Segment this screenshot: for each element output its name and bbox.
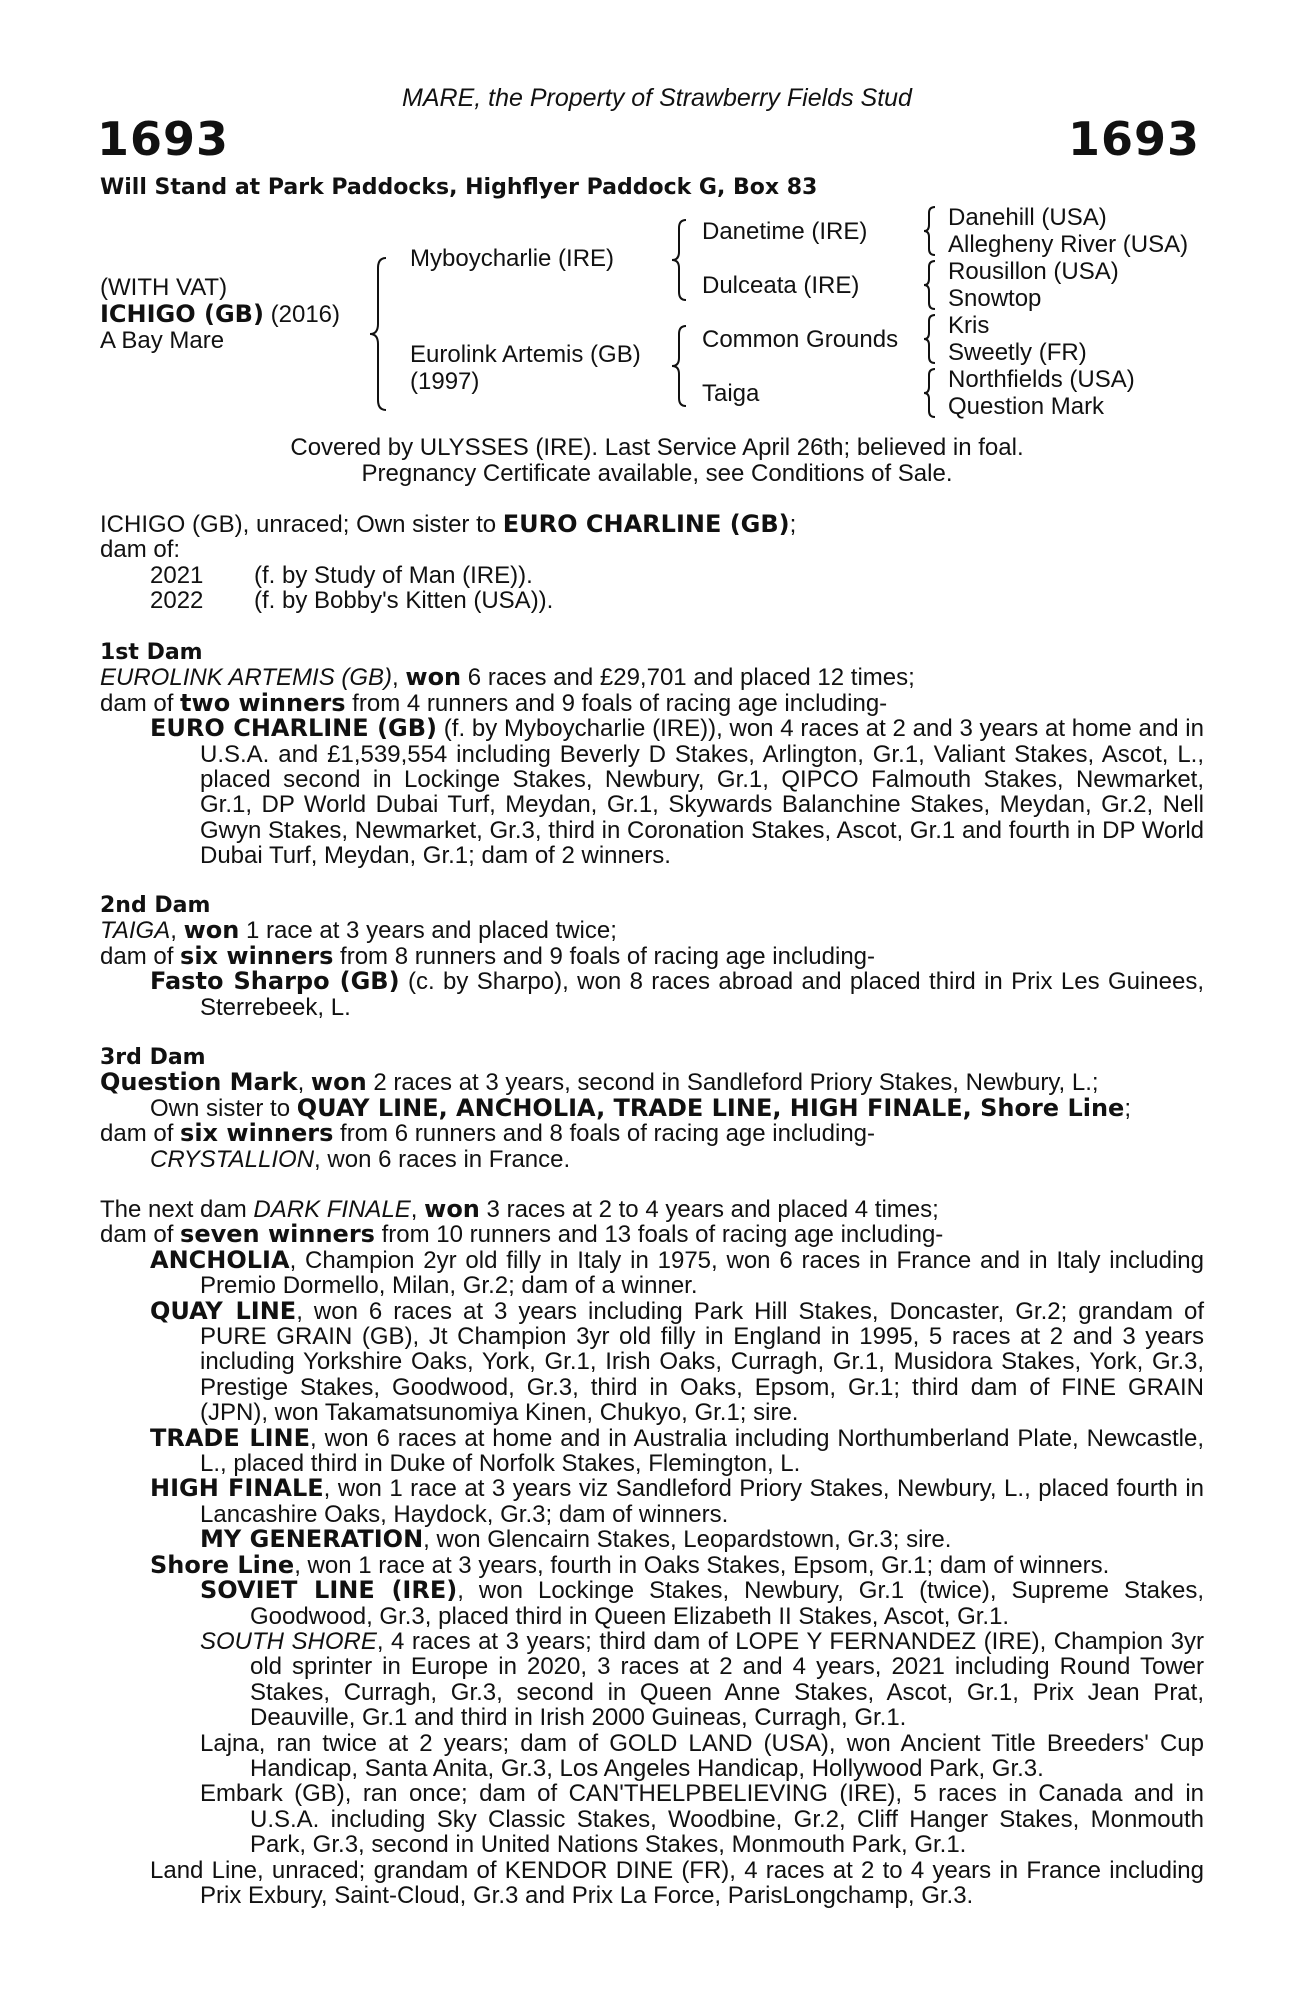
progeny-entry-land-line: Land Line, unraced; grandam of KENDOR DINE (FR), 4 races at 2 to 4 years in France including Prix Exbury, Saint-Cloud, Gr.3 and Prix La Force, ParisLongchamp, Gr.3. (150, 1856, 1204, 1909)
foal-year: 2021 (150, 561, 204, 589)
third-dam-heading: 3rd Dam (100, 1045, 206, 1070)
second-dam-record: 1 race at 3 years and placed twice; (239, 917, 617, 945)
progeny-name: EURO CHARLINE (GB) (150, 714, 438, 743)
pedigree-brace-dam (670, 324, 690, 408)
progeny-name: MY GENERATION (200, 1525, 424, 1554)
intro-section (100, 512, 1204, 614)
progeny-text: , Champion 2yr old filly in Italy in 1975, won 6 races in France and in Italy including Premio Dormello, Milan, Gr.2; dam of a winner. (200, 1246, 1204, 1300)
winners-count: six winners (180, 1119, 334, 1148)
grandsire-7: Northfields (USA) (948, 366, 1135, 393)
pedigree-brace-g4 (922, 367, 938, 419)
progeny-entry (150, 969, 1204, 1020)
lot-number-left: 1693 (97, 112, 230, 166)
first-dam-heading: 1st Dam (100, 640, 203, 665)
horse-name: ICHIGO (GB) (100, 300, 264, 328)
lot-number-right: 1693 (1067, 112, 1200, 166)
won-label: won (310, 1068, 367, 1097)
dam-year: (1997) (410, 368, 480, 395)
progeny-text: , won 6 races at home and in Australia including Northumberland Plate, Newcastle, L., placed third in Duke of Norfolk Stakes, Flemington, L. (200, 1424, 1204, 1478)
covered-line-1: Covered by ULYSSES (IRE). Last Service April 26th; believed in foal. (290, 434, 1024, 461)
intro-dam-of: dam of: (100, 536, 181, 564)
grandsire-2: Allegheny River (USA) (948, 231, 1189, 258)
pedigree-brace-g3 (922, 313, 938, 365)
progeny-entry-ancholia (150, 1245, 1204, 1300)
covered-line-2: Pregnancy Certificate available, see Conditions of Sale. (361, 460, 953, 487)
third-dam-name: Question Mark (100, 1068, 298, 1097)
progeny-entry-my-generation (200, 1527, 1204, 1552)
dam-of-label: dam of (100, 942, 181, 970)
progeny-text: , won Lockinge Stakes, Newbury, Gr.1 (twice), Supreme Stakes, Goodwood, Gr.3, placed third in Queen Elizabeth II Stakes, Ascot, Gr.1. (250, 1577, 1205, 1630)
progeny-text: , won 1 race at 3 years, fourth in Oaks Stakes, Epsom, Gr.1; dam of winners. (294, 1551, 1110, 1579)
winners-count: two winners (180, 688, 346, 717)
pedigree-brace-main (368, 256, 390, 412)
pedigree-brace-g1 (922, 205, 938, 257)
page-header-title: MARE, the Property of Strawberry Fields Stud (402, 84, 912, 112)
winners-rest: from 4 runners and 9 foals of racing age including- (345, 689, 888, 717)
progeny-name: SOUTH SHORE (200, 1627, 377, 1655)
second-dam-section: 2nd Dam TAIGA, won 1 race at 3 years and placed twice; dam of six winners from 8 runners and 9 foals of racing age including- Fasto Sharpo (GB) (c. by Sharpo), won 8 races abroad and placed third in Prix Les Guinees, Sterrebeek, L. (100, 893, 1205, 1021)
sire-name: Myboycharlie (IRE) (410, 245, 615, 272)
horse-name-line (100, 301, 340, 328)
winners-rest: from 6 runners and 8 foals of racing age including- (333, 1120, 876, 1148)
grandsire-1: Danehill (USA) (948, 204, 1107, 231)
siblings-list: QUAY LINE, ANCHOLIA, TRADE LINE, HIGH FINALE, Shore Line (296, 1093, 1125, 1122)
vat-label: (WITH VAT) (100, 274, 228, 301)
dam-of-label: dam of (100, 1221, 181, 1249)
progeny-entry-soviet-line (200, 1578, 1204, 1629)
grandsire-5: Kris (948, 312, 990, 339)
pedigree-brace-g2 (922, 259, 938, 311)
progeny-name: ANCHOLIA (150, 1245, 290, 1274)
stand-location: Will Stand at Park Paddocks, Highflyer Paddock G, Box 83 (100, 175, 818, 200)
foal-year: 2022 (150, 587, 204, 615)
siblings-tail: ; (1124, 1094, 1131, 1122)
progeny-entry-south-shore (200, 1629, 1204, 1731)
next-dam-section: The next dam DARK FINALE, won 3 races at 2 to 4 years and placed 4 times; dam of seven winners from 10 runners and 13 foals of racing age including- ANCHOLIA, Champion 2yr old filly in Italy in 1975, won 6 races in France and in Italy including Premio Dormello, Milan, Gr.2; dam of a winner. QUAY LINE, won 6 races at 3 years including Park Hill Stakes, Doncaster, Gr.2; grandam of PURE GRAIN (GB), Jt Champion 3yr old filly in England in 1995, 5 races at 2 and 3 years including Yorkshire Oaks, York, Gr.1, Irish Oaks, Curragh, Gr.1, Musidora Stakes, York, Gr.3, Prestige Stakes, Goodwood, Gr.3, third in Oaks, Epsom, Gr.1; third dam of FINE GRAIN (JPN), won Takamatsunomiya Kinen, Chukyo, Gr.1; sire. TRADE LINE, won 6 races at home and in Australia including Northumberland Plate, Newcastle, L., placed third in Duke of Norfolk Stakes, Flemington, L. HIGH FINALE, won 1 race at 3 years viz Sandleford Priory Stakes, Newbury, L., placed fourth in Lancashire Oaks, Haydock, Gr.3; dam of winners. MY GENERATION, won Glencairn Stakes, Leopardstown, Gr.3; sire. Shore Line, won 1 race at 3 years, fourth in Oaks Stakes, Epsom, Gr.1; dam of winners. SOVIET LINE (IRE), won Lockinge Stakes, Newbury, Gr.1 (twice), Supreme Stakes, Goodwood, Gr.3, placed third in Queen Elizabeth II Stakes, Ascot, Gr.1. SOUTH SHORE, 4 races at 3 years; third dam of LOPE Y FERNANDEZ (IRE), Champion 3yr old sprinter in Europe in 2020, 3 races at 2 and 4 years, 2021 including Round Tower Stakes, Curragh, Gr.3, second in Queen Anne Stakes, Ascot, Gr.1, Prix Jean Prat, Deauville, Gr.1 and third in Irish 2000 Guineas, Curragh, Gr.1. Lajna, ran twice at 2 years; dam of GOLD LAND (USA), won Ancient Title Breeders' Cup Handicap, Santa Anita, Gr.3, Los Angeles Handicap, Hollywood Park, Gr.3. Embark (GB), ran once; dam of CAN'THELPBELIEVING (IRE), 5 races in Canada and in U.S.A. including Sky Classic Stakes, Woodbine, Gr.2, Cliff Hanger Stakes, Monmouth Park, Gr.3, second in United Nations Stakes, Monmouth Park, Gr.1. Land Line, unraced; grandam of KENDOR DINE (FR), 4 races at 2 to 4 years in France including Prix Exbury, Saint-Cloud, Gr.3 and Prix La Force, ParisLongchamp, Gr.3. (100, 1195, 1205, 1909)
progeny-name: HIGH FINALE (150, 1474, 324, 1503)
grandsire-6: Sweetly (FR) (948, 339, 1087, 366)
first-dam-record: 6 races and £29,701 and placed 12 times; (461, 664, 915, 692)
progeny-name: QUAY LINE (150, 1296, 297, 1325)
progeny-entry-embark: Embark (GB), ran once; dam of CAN'THELPBELIEVING (IRE), 5 races in Canada and in U.S.A. including Sky Classic Stakes, Woodbine, Gr.2, Cliff Hanger Stakes, Monmouth Park, Gr.3, second in United Nations Stakes, Monmouth Park, Gr.1. (200, 1780, 1204, 1859)
progeny-text: , won 6 races at 3 years including Park Hill Stakes, Doncaster, Gr.2; grandam of PURE GRAIN (GB), Jt Champion 3yr old filly in England in 1995, 5 races at 2 and 3 years including Yorkshire Oaks, York, Gr.1, Irish Oaks, Curragh, Gr.1, Musidora Stakes, York, Gr.3, Prestige Stakes, Goodwood, Gr.3, third in Oaks, Epsom, Gr.1; third dam of FINE GRAIN (JPN), won Takamatsunomiya Kinen, Chukyo, Gr.1; sire. (200, 1297, 1204, 1427)
foal-row (100, 588, 1204, 613)
dam-of-label: dam of (100, 689, 181, 717)
sire-sire-name: Danetime (IRE) (702, 218, 868, 245)
intro-text: ICHIGO (GB), unraced; Own sister to (100, 511, 503, 538)
progeny-name: TRADE LINE (150, 1423, 311, 1452)
progeny-entry-high-finale (150, 1476, 1204, 1527)
winners-rest: from 10 runners and 13 foals of racing age including- (374, 1221, 944, 1249)
horse-year: (2016) (270, 301, 340, 328)
progeny-name: CRYSTALLION (150, 1145, 315, 1173)
progeny-text: , won Glencairn Stakes, Leopardstown, Gr.3; sire. (423, 1526, 952, 1554)
sire-dam-name: Dulceata (IRE) (702, 272, 860, 299)
progeny-entry-trade-line (150, 1423, 1204, 1478)
dam-sire-name: Common Grounds (702, 326, 899, 353)
foal-row (100, 563, 1204, 588)
winners-count: six winners (180, 941, 334, 970)
progeny-text: , 4 races at 3 years; third dam of LOPE Y FERNANDEZ (IRE), Champion 3yr old sprinter in Europe in 2020, 3 races at 2 and 4 years, 2021 including Round Tower Stakes, Curragh, Gr.3, second in Queen Anne Stakes, Ascot, Gr.1, Prix Jean Prat, Deauville, Gr.1 and third in Irish 2000 Guineas, Curragh, Gr.1. (250, 1627, 1205, 1732)
won-label: won (183, 916, 240, 945)
next-dam-intro: The next dam (100, 1196, 254, 1223)
intro-tail: ; (789, 511, 797, 538)
progeny-name: Fasto Sharpo (GB) (150, 967, 400, 996)
dam-dam-name: Taiga (702, 380, 760, 407)
dam-name: Eurolink Artemis (GB) (410, 341, 641, 368)
grandsire-3: Rousillon (USA) (948, 258, 1119, 285)
third-dam-section: 3rd Dam Question Mark, won 2 races at 3 years, second in Sandleford Priory Stakes, Newbury, L.; Own sister to QUAY LINE, ANCHOLIA, TRADE LINE, HIGH FINALE, Shore Line; dam of six winners from 6 runners and 8 foals of racing age including- CRYSTALLION, won 6 races in France. (100, 1045, 1204, 1172)
horse-description: A Bay Mare (100, 327, 225, 354)
progeny-text: (c. by Sharpo), won 8 races abroad and placed third in Prix Les Guinees, Sterrebeek, L. (200, 968, 1205, 1021)
progeny-text: (f. by Myboycharlie (IRE)), won 4 races at 2 and 3 years at home and in U.S.A. and £1,539,554 including Beverly D Stakes, Arlington, Gr.1, Valiant Stakes, Ascot, L., placed second in Lockinge Stakes, Newbury, Gr.1, QIPCO Falmouth Stakes, Newmarket, Gr.1, DP World Dubai Turf, Meydan, Gr.1, Skywards Balanchine Stakes, Meydan, Gr.2, Nell Gwyn Stakes, Newmarket, Gr.3, third in Coronation Stakes, Ascot, Gr.1 and fourth in DP World Dubai Turf, Meydan, Gr.1; dam of 2 winners. (200, 715, 1204, 870)
third-dam-record: 2 races at 3 years, second in Sandleford Priory Stakes, Newbury, L.; (366, 1069, 1099, 1097)
won-label: won (424, 1195, 480, 1223)
next-dam-name: DARK FINALE (253, 1196, 411, 1223)
winners-rest: from 8 runners and 9 foals of racing age including- (333, 942, 876, 970)
grandsire-8: Question Mark (948, 393, 1105, 420)
foal-desc: (f. by Study of Man (IRE)). (254, 561, 533, 589)
second-dam-heading: 2nd Dam (100, 893, 211, 918)
dam-of-label: dam of (100, 1120, 181, 1148)
pedigree-brace-sire (670, 218, 690, 302)
progeny-entry (100, 1147, 1204, 1172)
progeny-name: Shore Line (150, 1550, 295, 1579)
second-dam-name: TAIGA (100, 917, 171, 945)
progeny-text: , won 6 races in France. (314, 1145, 571, 1173)
progeny-entry-quay-line (150, 1296, 1204, 1427)
first-dam-section: 1st Dam EUROLINK ARTEMIS (GB), won 6 races and £29,701 and placed 12 times; dam of two winners from 4 runners and 9 foals of racing age including- EURO CHARLINE (GB) (f. by Myboycharlie (IRE)), won 4 races at 2 and 3 years at home and in U.S.A. and £1,539,554 including Beverly D Stakes, Arlington, Gr.1, Valiant Stakes, Ascot, L., placed second in Lockinge Stakes, Newbury, Gr.1, QIPCO Falmouth Stakes, Newmarket, Gr.1, DP World Dubai Turf, Meydan, Gr.1, Skywards Balanchine Stakes, Meydan, Gr.2, Nell Gwyn Stakes, Newmarket, Gr.3, third in Coronation Stakes, Ascot, Gr.1 and fourth in DP World Dubai Turf, Meydan, Gr.1; dam of 2 winners. (100, 640, 1204, 870)
first-dam-name: EUROLINK ARTEMIS (GB) (100, 664, 393, 692)
progeny-entry (150, 716, 1204, 868)
won-label: won (405, 663, 462, 692)
foal-desc: (f. by Bobby's Kitten (USA)). (254, 587, 554, 615)
next-dam-record: 3 races at 2 to 4 years and placed 4 times; (479, 1196, 939, 1223)
intro-sister: EURO CHARLINE (GB) (502, 510, 790, 538)
progeny-text: , won 1 race at 3 years viz Sandleford Priory Stakes, Newbury, L., placed fourth in Lancashire Oaks, Haydock, Gr.3; dam of winners. (200, 1475, 1204, 1528)
grandsire-4: Snowtop (948, 285, 1042, 312)
own-sister-label: Own sister to (150, 1094, 297, 1122)
progeny-entry-shore-line (150, 1550, 1204, 1579)
winners-count: seven winners (180, 1220, 375, 1249)
progeny-entry-lajna: Lajna, ran twice at 2 years; dam of GOLD LAND (USA), won Ancient Title Breeders' Cup Handicap, Santa Anita, Gr.3, Los Angeles Handicap, Hollywood Park, Gr.3. (200, 1729, 1204, 1782)
progeny-name: SOVIET LINE (IRE) (200, 1576, 458, 1605)
